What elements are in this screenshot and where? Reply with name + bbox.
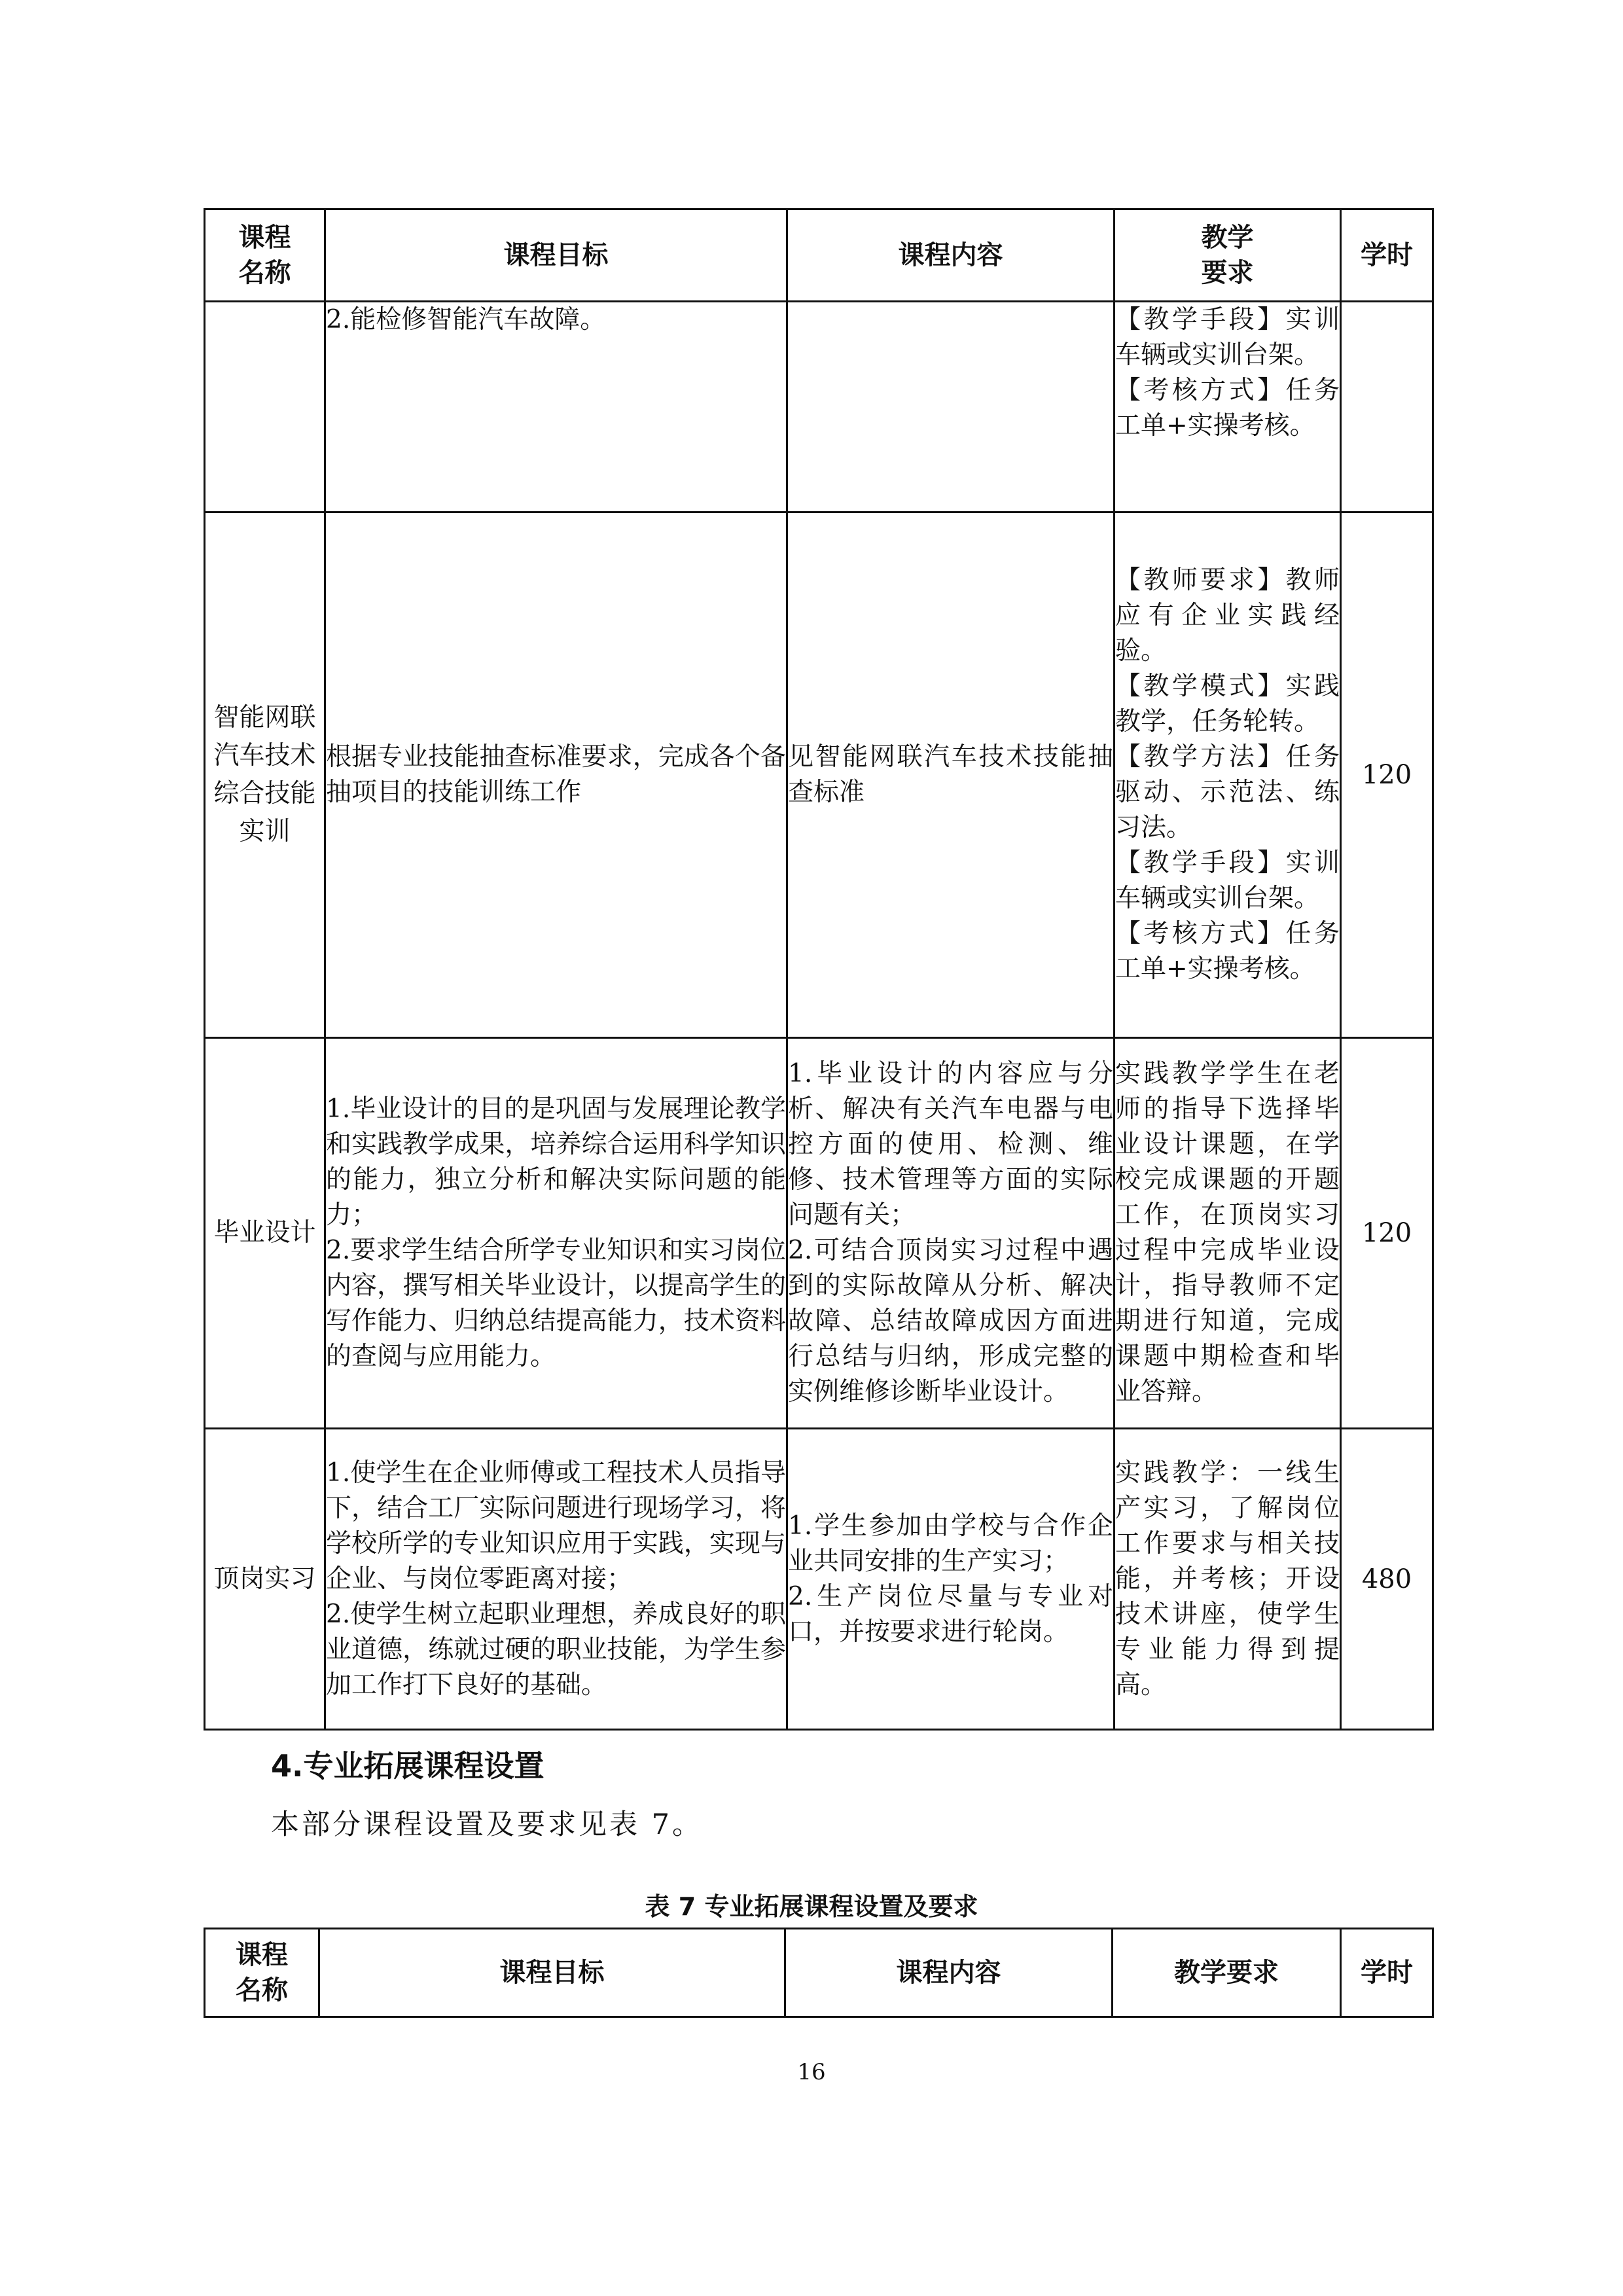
header-course-content: 课程内容 xyxy=(785,1929,1113,2017)
header-req-l2: 要求 xyxy=(1201,258,1254,288)
cell-hours: 120 xyxy=(1341,512,1433,1038)
cell-course-goal: 根据专业技能抽查标准要求，完成各个备抽项目的技能训练工作 xyxy=(325,512,787,1038)
requirement-line: 【考核方式】任务工单+实操考核。 xyxy=(1115,919,1340,984)
cell-course-content: 见智能网联汽车技术技能抽查标准 xyxy=(787,512,1115,1038)
table-header-row xyxy=(205,1929,1433,2017)
header-course-name-l2: 名称 xyxy=(236,1975,288,2005)
header-course-name xyxy=(205,1929,319,2017)
header-course-goal: 课程目标 xyxy=(325,209,787,302)
requirement-line: 【教学方法】任务驱动、示范法、练习法。 xyxy=(1115,742,1340,842)
cell-course-name: 顶岗实习 xyxy=(205,1429,325,1730)
goal-line: 1.毕业设计的目的是巩固与发展理论教学和实践教学成果，培养综合运用科学知识的能力，独立分析和解决实际问题的能力； xyxy=(326,1094,786,1230)
header-teaching-requirement xyxy=(1115,209,1341,302)
header-course-goal: 课程目标 xyxy=(319,1929,785,2017)
course-table xyxy=(204,208,1434,1731)
cell-teaching-requirement xyxy=(1115,1038,1341,1429)
goal-line: 2.要求学生结合所学专业知识和实习岗位内容，撰写相关毕业设计，以提高学生的写作能力、归纳总结提高能力，技术资料的查阅与应用能力。 xyxy=(326,1236,786,1371)
cell-teaching-requirement xyxy=(1115,1429,1341,1730)
cell-course-name: 智能网联汽车技术综合技能实训 xyxy=(205,512,325,1038)
cell-hours xyxy=(1341,302,1433,512)
content-line: 2.生产岗位尽量与专业对口，并按要求进行轮岗。 xyxy=(788,1581,1113,1647)
goal-line: 2.使学生树立起职业理想，养成良好的职业道德，练就过硬的职业技能，为学生参加工作打下良好的基础。 xyxy=(326,1599,786,1700)
requirement-line: 实践教学学生在老师的指导下选择毕业设计课题，在学校完成课题的开题工作，在顶岗实习过程中完成毕业设计，指导教师不定期进行知道，完成课题中期检查和毕业答辩。 xyxy=(1115,1059,1340,1407)
cell-course-goal xyxy=(325,1038,787,1429)
cell-hours: 480 xyxy=(1341,1429,1433,1730)
goal-line: 1.使学生在企业师傅或工程技术人员指导下，结合工厂实际问题进行现场学习，将学校所学的专业知识应用于实践，实现与企业、与岗位零距离对接； xyxy=(326,1458,786,1594)
header-hours: 学时 xyxy=(1341,209,1433,302)
header-req-l1: 教学 xyxy=(1201,223,1254,253)
cell-hours: 120 xyxy=(1341,1038,1433,1429)
cell-course-content xyxy=(787,302,1115,512)
header-course-name xyxy=(205,209,325,302)
header-course-content: 课程内容 xyxy=(787,209,1115,302)
cell-course-content xyxy=(787,1038,1115,1429)
header-course-name-l1: 课程 xyxy=(236,1940,288,1970)
content-line: 2.可结合顶岗实习过程中遇到的实际故障从分析、解决故障、总结故障成因方面进行总结与归纳，形成完整的实例维修诊断毕业设计。 xyxy=(788,1236,1113,1407)
section-sentence: 本部分课程设置及要求见表 7。 xyxy=(271,1808,704,1841)
expansion-course-table xyxy=(204,1928,1434,2018)
cell-teaching-requirement xyxy=(1115,512,1341,1038)
cell-course-goal xyxy=(325,1429,787,1730)
cell-teaching-requirement xyxy=(1115,302,1341,512)
header-course-name-l2: 名称 xyxy=(238,258,291,288)
requirement-line: 实践教学：一线生产实习，了解岗位工作要求与相关技能，并考核；开设技术讲座，使学生专业能力得到提高。 xyxy=(1115,1458,1340,1700)
requirement-line: 【教学手段】实训车辆或实训台架。 xyxy=(1115,848,1340,913)
cell-course-name xyxy=(205,302,325,512)
requirement-line: 【教学手段】实训车辆或实训台架。 xyxy=(1115,305,1340,370)
header-hours: 学时 xyxy=(1341,1929,1433,2017)
cell-course-content xyxy=(787,1429,1115,1730)
table-row xyxy=(205,1429,1433,1730)
requirement-line: 【考核方式】任务工单+实操考核。 xyxy=(1115,376,1340,440)
content-line: 1.学生参加由学校与合作企业共同安排的生产实习； xyxy=(788,1511,1113,1576)
cell-course-goal: 2.能检修智能汽车故障。 xyxy=(325,302,787,512)
header-teaching-requirement: 教学要求 xyxy=(1113,1929,1341,2017)
cell-course-name: 毕业设计 xyxy=(205,1038,325,1429)
table-row xyxy=(205,1038,1433,1429)
header-course-name-l1: 课程 xyxy=(238,223,291,253)
table-row xyxy=(205,302,1433,512)
page-number: 16 xyxy=(797,2059,826,2085)
table-header-row xyxy=(205,209,1433,302)
requirement-line: 【教师要求】教师应有企业实践经验。 xyxy=(1115,565,1340,666)
table-caption: 表 7 专业拓展课程设置及要求 xyxy=(645,1892,978,1921)
table-row xyxy=(205,512,1433,1038)
content-line: 1.毕业设计的内容应与分析、解决有关汽车电器与电控方面的使用、检测、维修、技术管理等方面的实际问题有关； xyxy=(788,1059,1113,1230)
requirement-line: 【教学模式】实践教学，任务轮转。 xyxy=(1115,672,1340,736)
section-heading: 4.专业拓展课程设置 xyxy=(271,1748,544,1784)
